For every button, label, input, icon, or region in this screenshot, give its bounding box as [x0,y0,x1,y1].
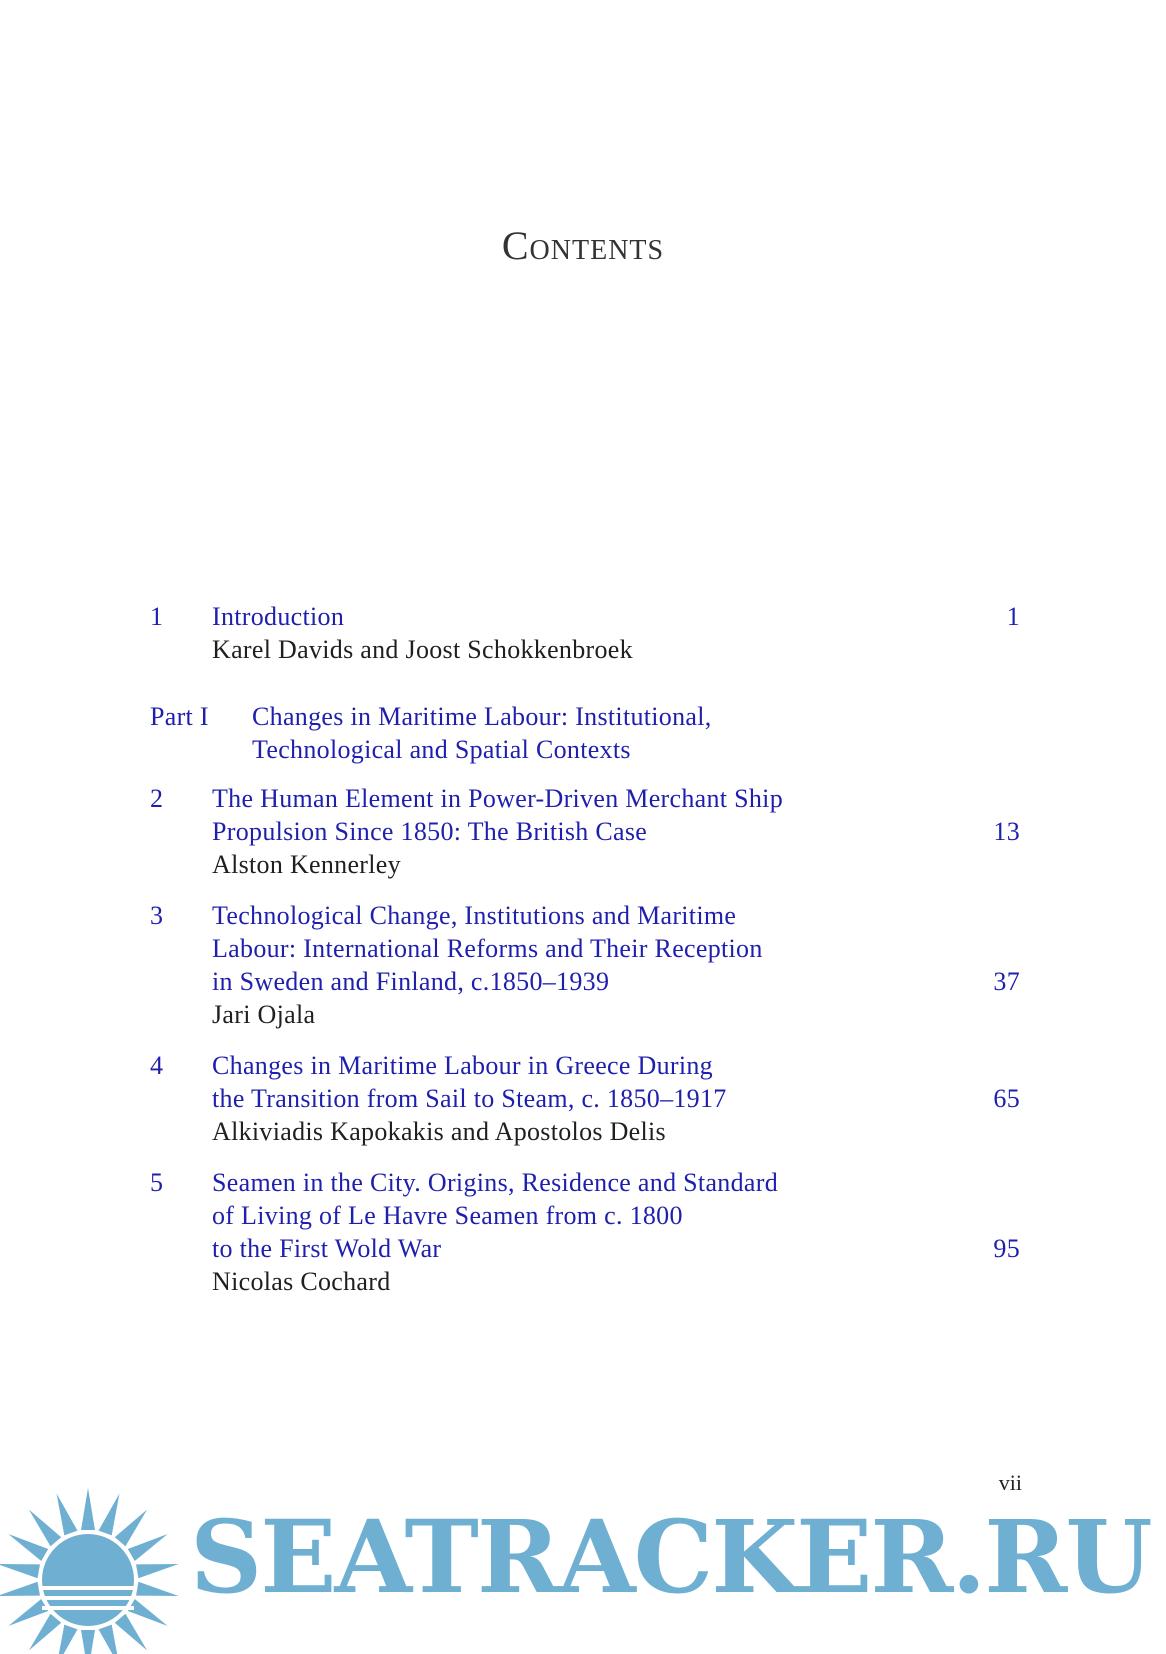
toc-entry-4[interactable] [150,1049,1020,1148]
toc-entry-5[interactable] [150,1166,1020,1298]
chapter-title-line[interactable]: the Transition from Sail to Steam, c. 1850–1917 [212,1084,727,1113]
chapter-title-line[interactable]: in Sweden and Finland, c.1850–1939 [212,967,610,996]
page-number[interactable]: 1 [1006,602,1020,631]
chapter-author: Nicolas Cochard [212,1267,391,1296]
chapter-number: 5 [150,1168,164,1197]
chapter-title-line[interactable]: Seamen in the City. Origins, Residence and Standard [212,1168,778,1197]
chapter-number: 4 [150,1051,164,1080]
page-number[interactable]: 65 [993,1084,1020,1113]
toc-entry-1[interactable] [150,600,1020,666]
page-title: Contents [501,223,665,268]
toc-entry-2[interactable] [150,782,1020,881]
toc-entry-3[interactable] [150,899,1020,1031]
page-number[interactable]: 95 [993,1234,1020,1263]
page-folio: vii [998,1470,1022,1495]
page-number[interactable]: 37 [993,967,1020,996]
chapter-number: 3 [150,901,164,930]
part-title-line: Changes in Maritime Labour: Institutional, [252,702,712,731]
chapter-author: Alston Kennerley [212,850,401,879]
table-of-contents [150,602,1020,1296]
chapter-title-line[interactable]: Changes in Maritime Labour in Greece During [212,1051,713,1080]
part-heading [150,700,1020,766]
chapter-title[interactable]: Introduction [212,602,345,631]
chapter-title-line[interactable]: Technological Change, Institutions and Maritime [212,901,737,930]
chapter-title-line[interactable]: Propulsion Since 1850: The British Case [212,817,648,846]
page-number[interactable]: 13 [993,817,1020,846]
chapter-title-line[interactable]: The Human Element in Power-Driven Merchant Ship [212,784,783,813]
watermark-text: SEATRACKER.RU [190,1498,1151,1616]
part-label: Part I [150,702,209,731]
chapter-number: 2 [150,784,164,813]
chapter-number: 1 [150,602,164,631]
chapter-author: Jari Ojala [212,1000,316,1029]
chapter-author: Karel Davids and Joost Schokkenbroek [212,635,633,664]
chapter-author: Alkiviadis Kapokakis and Apostolos Delis [212,1117,666,1146]
part-title-line: Technological and Spatial Contexts [252,735,631,764]
chapter-title-line[interactable]: of Living of Le Havre Seamen from c. 1800 [212,1201,683,1230]
chapter-title-line[interactable]: Labour: International Reforms and Their Reception [212,934,763,963]
chapter-title-line[interactable]: to the First Wold War [212,1234,442,1263]
